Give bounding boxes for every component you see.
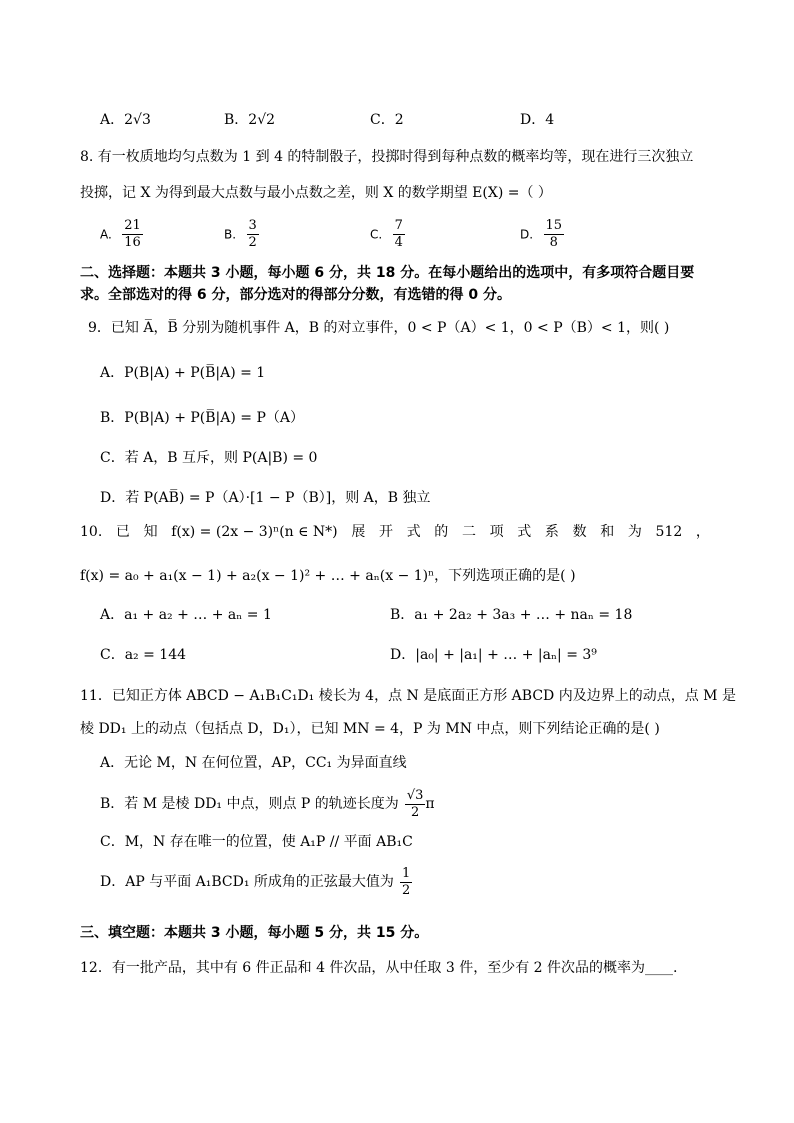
q8-option-b <box>224 218 259 251</box>
q9-option-a: A．P(B|A) + P(B̅|A) = 1 <box>100 365 266 381</box>
fraction-numerator: 15 <box>545 218 563 233</box>
q11-option-b-fraction <box>405 788 426 821</box>
q10-char: 知 <box>143 524 158 540</box>
q11-option-c: C．M，N 存在唯一的位置，使 A₁P // 平面 AB₁C <box>100 834 413 850</box>
q10-char: 的 <box>434 524 449 540</box>
q9-option-d: D．若 P(AB̅) = P（A）·[1 − P（B）]，则 A，B 独立 <box>100 490 431 506</box>
fraction-denominator: 2 <box>410 804 420 820</box>
q8-option-a-label: A. <box>100 227 112 242</box>
fraction-numerator: 1 <box>401 865 411 881</box>
q9-stem: 9．已知 A̅，B̅ 分别为随机事件 A，B 的对立事件，0 < P（A）< 1，0 < P（B）< 1，则( ) <box>88 320 670 336</box>
q10-number: 10. <box>80 524 103 540</box>
q11-option-b-text: B．若 M 是棱 DD₁ 中点，则点 P 的轨迹长度为 <box>100 796 399 812</box>
q8-option-d-fraction <box>544 218 565 251</box>
q10-option-c: C．a₂ = 144 <box>100 647 187 663</box>
q7-option-b: B．2√2 <box>224 112 276 128</box>
q8-option-b-fraction <box>247 218 259 251</box>
section3-header: 三、填空题：本题共 3 小题，每小题 5 分，共 15 分。 <box>80 925 429 941</box>
q10-formula: f(x) = (2x − 3)ⁿ(n ∈ N*) <box>171 524 338 540</box>
fraction-denominator: 16 <box>124 235 141 250</box>
q8-option-d-label: D. <box>520 227 534 242</box>
q10-option-d: D．|a₀| + |a₁| + … + |aₙ| = 3⁹ <box>390 647 597 663</box>
q7-option-a: A．2√3 <box>100 112 151 128</box>
fraction-numerator: 3 <box>248 218 257 233</box>
fraction-numerator: √3 <box>406 787 424 803</box>
q7-option-d: D．4 <box>520 112 555 128</box>
q10-stem-line2: f(x) = a₀ + a₁(x − 1) + a₂(x − 1)² + … + aₙ(x − 1)ⁿ，下列选项正确的是( ) <box>80 568 576 584</box>
fraction-numerator: 21 <box>124 218 141 233</box>
q12-stem: 12．有一批产品，其中有 6 件正品和 4 件次品，从中任取 3 件，至少有 2 件次品的概率为____. <box>80 960 678 976</box>
q8-stem-line2: 投掷，记 X 为得到最大点数与最小点数之差，则 X 的数学期望 E(X) =（ ） <box>80 185 552 201</box>
q11-option-d-text: D．AP 与平面 A₁BCD₁ 所成角的正弦最大值为 <box>100 874 394 890</box>
q10-number-512: 512 <box>655 524 683 540</box>
section2-header-line1: 二、选择题：本题共 3 小题，每小题 6 分，共 18 分。在每小题给出的选项中，有多项符合题目要 <box>80 265 695 281</box>
q10-char: 为 <box>627 524 642 540</box>
section2-header-line2: 求。全部选对的得 6 分，部分选对的得部分分数，有选错的得 0 分。 <box>80 287 511 303</box>
q8-option-c <box>370 218 405 251</box>
q8-option-a <box>100 218 143 251</box>
q10-char: 和 <box>600 524 615 540</box>
q10-char: 项 <box>489 524 504 540</box>
fraction-denominator: 4 <box>394 235 403 250</box>
q11-option-b <box>100 784 435 824</box>
q10-option-b: B．a₁ + 2a₂ + 3a₃ + … + naₙ = 18 <box>390 607 633 623</box>
fraction-denominator: 2 <box>248 235 257 250</box>
q10-comma: ， <box>695 524 710 540</box>
q11-stem-line2: 棱 DD₁ 上的动点（包括点 D，D₁），已知 MN = 4，P 为 MN 中点，则下列结论正确的是( ) <box>80 721 660 737</box>
q10-char: 式 <box>406 524 421 540</box>
q9-option-b: B．P(B|A) + P(B̅|A) = P（A） <box>100 410 304 426</box>
q11-stem-line1: 11．已知正方体 ABCD − A₁B₁C₁D₁ 棱长为 4，点 N 是底面正方形 ABCD 内及边界上的动点，点 M 是 <box>80 688 736 704</box>
pi-symbol: π <box>425 796 435 812</box>
q8-option-d <box>520 218 564 251</box>
q10-stem-line1 <box>80 522 710 542</box>
q10-char: 展 <box>351 524 366 540</box>
q8-option-c-label: C. <box>370 227 383 242</box>
q10-char: 已 <box>115 524 130 540</box>
q11-option-d-fraction <box>400 866 412 899</box>
q10-option-a: A．a₁ + a₂ + … + aₙ = 1 <box>100 607 272 623</box>
q10-char: 数 <box>572 524 587 540</box>
fraction-denominator: 2 <box>401 882 411 898</box>
q8-option-c-fraction <box>393 218 405 251</box>
q10-char: 开 <box>378 524 393 540</box>
q10-char: 系 <box>544 524 559 540</box>
q8-option-b-label: B. <box>224 227 237 242</box>
q7-option-c: C．2 <box>370 112 404 128</box>
q10-char: 二 <box>461 524 476 540</box>
q10-char: 式 <box>517 524 532 540</box>
q11-option-a: A．无论 M，N 在何位置，AP，CC₁ 为异面直线 <box>100 755 407 771</box>
q9-option-c: C．若 A，B 互斥，则 P(A|B) = 0 <box>100 450 318 466</box>
q11-option-d <box>100 862 412 902</box>
fraction-denominator: 8 <box>549 235 558 250</box>
q8-stem-line1: 8. 有一枚质地均匀点数为 1 到 4 的特制骰子，投掷时得到每种点数的概率均等，现在进行三次独立 <box>80 149 694 165</box>
q8-option-a-fraction <box>122 218 143 251</box>
fraction-numerator: 7 <box>394 218 403 233</box>
